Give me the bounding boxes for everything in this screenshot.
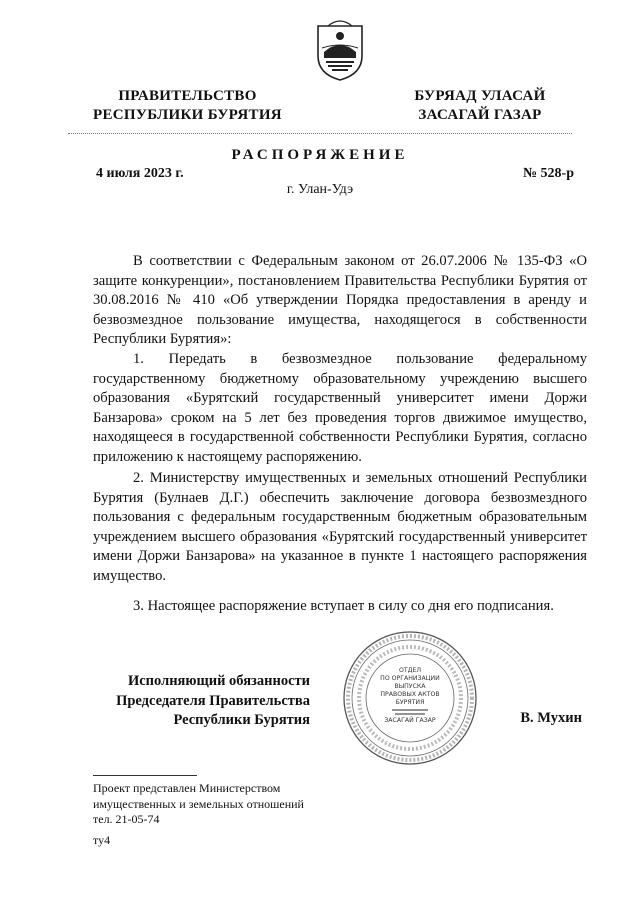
signatory-name: В. Мухин [520, 710, 582, 726]
footer-note [93, 781, 304, 828]
stamp-line-5: БУРЯТИЯ [395, 699, 425, 706]
government-name-buryat [380, 87, 580, 125]
coat-of-arms-emblem [314, 18, 366, 82]
signatory-position-line1: Исполняющий обязанности [127, 673, 310, 689]
government-name-ru-line2: РЕСПУБЛИКИ БУРЯТИЯ [93, 107, 282, 123]
document-city: г. Улан-Удэ [286, 182, 354, 197]
clause-3-paragraph: 3. Настоящее распоряжение вступает в силу со дня его подписания. [133, 598, 554, 614]
footer-rule [93, 775, 197, 776]
stamp-line-1: ОТДЕЛ [398, 667, 422, 674]
signatory-position-line3: Республики Бурятия [173, 712, 310, 728]
footer-note-line1: Проект представлен Министерством [93, 781, 281, 795]
government-name-bua-line1: БУРЯАД УЛАСАЙ [414, 88, 546, 104]
preamble-paragraph: В соответствии с Федеральным законом от 26.07.2006 № 135-ФЗ «О защите конкуренции», постановлением Правительства Республики Бурятия от 30.08.2016 № 410 «Об утверждении Порядка предоставления в аренду и безвозмездное пользование имущества, находящегося в собственности Республики Бурятия»: [93, 253, 587, 347]
government-name-bua-line2: ЗАСАГАЙ ГАЗАР [418, 107, 542, 123]
signatory-position [80, 672, 310, 731]
footer-note-line2: имущественных и земельных отношений [93, 796, 304, 811]
footer-code: ту4 [93, 833, 111, 847]
signatory-position-line2: Председателя Правительства [116, 692, 310, 709]
stamp-line-2: ПО ОРГАНИЗАЦИИ [380, 675, 440, 682]
document-title: РАСПОРЯЖЕНИЕ [231, 147, 409, 163]
government-name-russian [80, 87, 295, 125]
clause-1-paragraph: 1. Передать в безвозмездное пользование федеральному государственному бюджетному образовательному учреждению высшего образования «Бурятский государственный университет имени Доржи Банзарова» сроком на 5 лет без проведения торгов движимое имущество, находящееся в государственной собственности Республики Бурятия, согласно приложению к настоящему распоряжению. [93, 351, 587, 465]
official-stamp [340, 628, 480, 768]
document-number: № 528-р [522, 166, 574, 181]
header-separator [68, 133, 572, 134]
stamp-line-4: ПРАВОВЫХ АКТОВ [380, 691, 440, 698]
government-name-ru-line1: ПРАВИТЕЛЬСТВО [118, 88, 257, 104]
document-date: 4 июля 2023 г. [96, 166, 184, 181]
footer-phone: тел. 21-05-74 [93, 812, 160, 826]
clause-2-paragraph: 2. Министерству имущественных и земельных отношений Республики Бурятия (Булнаев Д.Г.) обеспечить заключение договора безвозмездного пользования с федеральным государственным бюджетным образовательным учреждением высшего образования «Бурятский государственный университет имени Доржи Банзарова» на указанное в пункте 1 настоящего распоряжения имущество. [93, 470, 587, 584]
stamp-line-6: ЗАСАГАЙ ГАЗАР [384, 717, 436, 724]
stamp-line-3: ВЫПУСКА [394, 683, 426, 690]
